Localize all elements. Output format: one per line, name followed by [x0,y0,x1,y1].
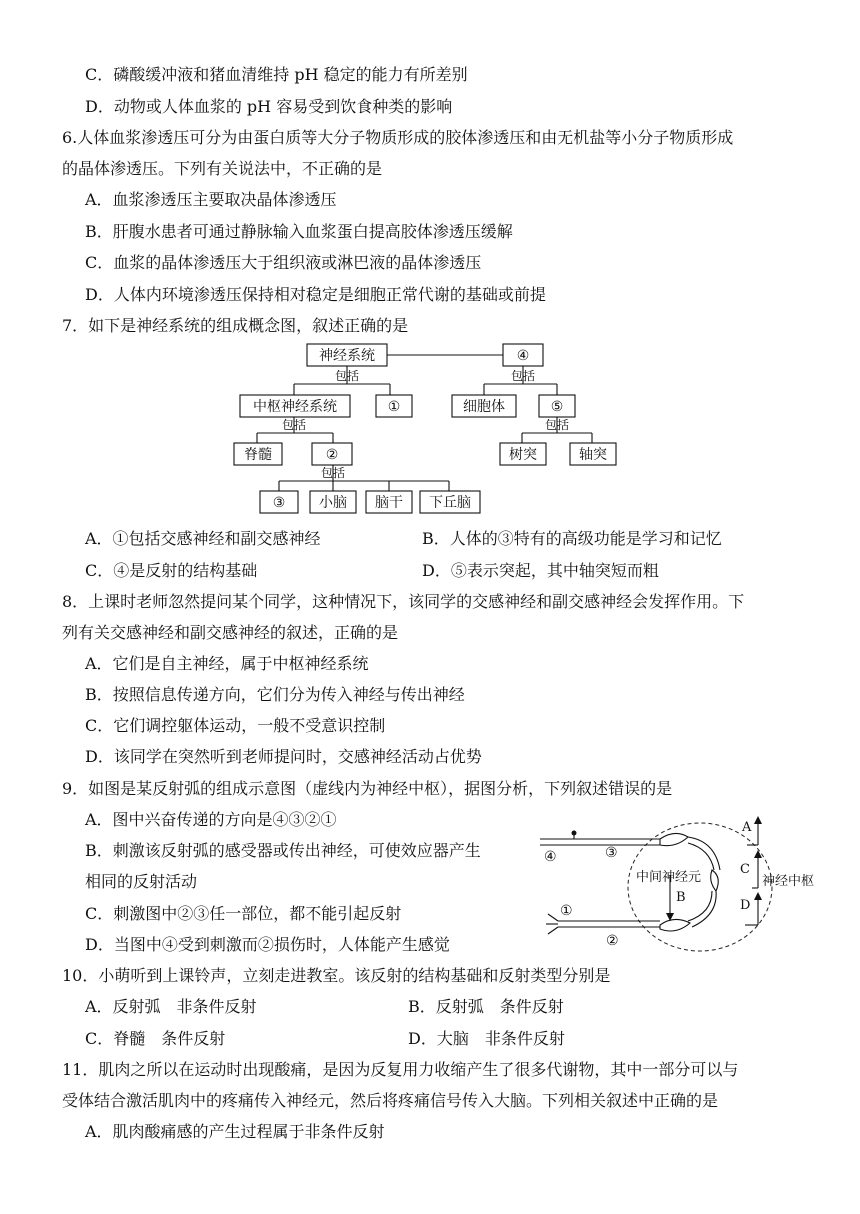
reflex-label-1: ① [560,903,573,919]
q9-option-a: A．图中兴奋传递的方向是④③②① [85,810,337,829]
q8-option-b: B．按照信息传递方向，它们分为传入神经与传出神经 [85,685,465,704]
q9-option-c: C．刺激图中②③任一部位，都不能引起反射 [85,904,402,923]
q8-stem-line1: 8．上课时老师忽然提问某个同学，这种情况下，该同学的交感神经和副交感神经会发挥作用。下 [62,592,745,611]
q8-option-d: D．该同学在突然听到老师提问时，交感神经活动占优势 [85,747,482,766]
q9-option-b-line1: B．刺激该反射弧的感受器或传出神经，可使效应器产生 [85,841,481,860]
reflex-label-2: ② [606,933,619,949]
concept-cell-body: 细胞体 [463,399,505,415]
concept-cerebellum: 小脑 [319,495,347,511]
include-label: 包括 [510,369,536,383]
q9-option-b-line2: 相同的反射活动 [85,872,198,891]
q7-option-b: B．人体的③特有的高级功能是学习和记忆 [422,529,722,548]
q6-option-d: D．人体内环境渗透压保持相对稳定是细胞正常代谢的基础或前提 [85,285,546,304]
reflex-label-a: A [742,820,752,835]
reflex-label-4: ④ [544,849,557,865]
q10-option-d: D．大脑 非条件反射 [408,1029,565,1048]
concept-3: ③ [272,495,286,511]
q10-option-b: B．反射弧 条件反射 [408,997,564,1016]
concept-1: ① [387,399,401,415]
reflex-label-c: C [740,862,750,877]
q8-option-c: C．它们调控躯体运动，一般不受意识控制 [85,716,386,735]
q11-option-a: A．肌肉酸痛感的产生过程属于非条件反射 [85,1122,385,1141]
reflex-label-d: D [740,898,751,913]
interneuron-label: 中间神经元 [636,870,702,885]
q6-stem-line2: 的晶体渗透压。下列有关说法中，不正确的是 [62,159,383,178]
include-label: 包括 [281,418,307,432]
concept-spinal-cord: 脊髓 [244,447,272,463]
concept-4: ④ [516,348,530,364]
include-label: 包括 [320,466,346,480]
q6-option-a: A．血浆渗透压主要取决晶体渗透压 [85,190,337,209]
q7-option-d: D．⑤表示突起，其中轴突短而粗 [422,561,659,580]
reflex-label-b: B [676,890,686,905]
concept-root: 神经系统 [319,348,375,364]
q6-option-b: B．肝腹水患者可通过静脉输入血浆蛋白提高胶体渗透压缓解 [85,222,513,241]
q6-stem-line1: 6.人体血浆渗透压可分为由蛋白质等大分子物质形成的胶体渗透压和由无机盐等小分子物质形成 [62,128,734,147]
q6-option-c: C．血浆的晶体渗透压大于组织液或淋巴液的晶体渗透压 [85,253,482,272]
q10-stem: 10．小萌听到上课铃声，立刻走进教室。该反射的结构基础和反射类型分别是 [62,966,611,985]
reflex-label-3: ③ [605,845,618,861]
q11-stem-line2: 受体结合激活肌肉中的疼痛传入神经元，然后将疼痛信号传入大脑。下列相关叙述中正确的是 [62,1091,719,1110]
q8-stem-line2: 列有关交感神经和副交感神经的叙述，正确的是 [62,623,399,642]
q7-stem: 7．如下是神经系统的组成概念图，叙述正确的是 [62,316,409,335]
nerve-center-label: 神经中枢 [762,874,815,889]
q7-option-a: A．①包括交感神经和副交感神经 [85,529,321,548]
nervous-system-concept-map [230,340,630,520]
concept-axon: 轴突 [579,447,607,463]
q7-option-c: C．④是反射的结构基础 [85,561,258,580]
q9-stem: 9．如图是某反射弧的组成示意图（虚线内为神经中枢），据图分析，下列叙述错误的是 [62,779,673,798]
concept-dendrite: 树突 [509,447,537,463]
q9-option-d: D．当图中④受到刺激而②损伤时，人体能产生感觉 [85,935,450,954]
q10-option-c: C．脊髓 条件反射 [85,1029,226,1048]
reflex-arc-diagram [540,815,830,960]
include-label: 包括 [334,369,360,383]
concept-2: ② [325,447,339,463]
q11-stem-line1: 11．肌肉之所以在运动时出现酸痛，是因为反复用力收缩产生了很多代谢物，其中一部分可以与 [62,1060,739,1079]
concept-brainstem: 脑干 [375,495,403,511]
q8-option-a: A．它们是自主神经，属于中枢神经系统 [85,654,369,673]
include-label: 包括 [544,418,570,432]
concept-hypothalamus: 下丘脑 [429,495,471,511]
concept-cns: 中枢神经系统 [253,399,337,415]
concept-5: ⑤ [550,399,564,415]
q10-option-a: A．反射弧 非条件反射 [85,997,257,1016]
q5-option-c: C．磷酸缓冲液和猪血清维持 pH 稳定的能力有所差别 [85,65,468,84]
q5-option-d: D．动物或人体血浆的 pH 容易受到饮食种类的影响 [85,97,453,116]
